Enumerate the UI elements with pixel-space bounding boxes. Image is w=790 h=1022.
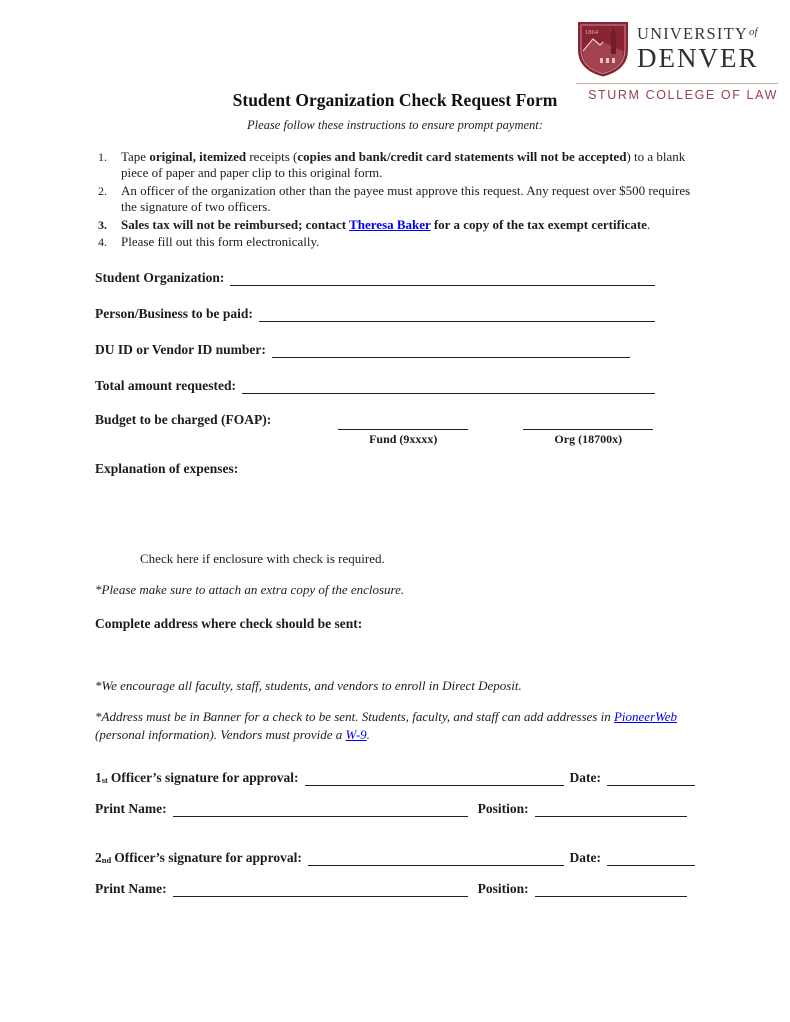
second-print-name-blank[interactable]	[173, 881, 468, 897]
sturm-college-line: STURM COLLEGE OF LAW	[588, 88, 778, 102]
enclosure-check-text[interactable]: Check here if enclosure with check is required.	[140, 551, 385, 567]
first-position-label: Position:	[477, 801, 529, 817]
first-officer-signature-blank[interactable]	[305, 770, 564, 786]
second-officer-signature-blank[interactable]	[308, 850, 564, 866]
first-print-name-blank[interactable]	[173, 801, 468, 817]
second-date-label: Date:	[569, 850, 601, 866]
direct-deposit-note: *We encourage all faculty, staff, students, and vendors to enroll in Direct Deposit.	[95, 677, 522, 693]
instruction-text: Please fill out this form electronically.	[121, 234, 320, 250]
banner-note-text-2: (personal information). Vendors must provide a	[95, 726, 346, 742]
du-logo-top	[576, 20, 778, 78]
attach-copy-note: *Please make sure to attach an extra copy of the enclosure.	[95, 582, 405, 598]
payee-row	[95, 306, 695, 322]
du-id-label: DU ID or Vendor ID number:	[95, 342, 266, 358]
org-caption: Org (18700x)	[554, 432, 623, 447]
first-officer-label-text: Officer’s signature for approval:	[110, 770, 299, 786]
student-organization-label: Student Organization:	[95, 270, 225, 286]
instruction-number: 1.	[98, 150, 107, 164]
fund-caption: Fund (9xxxx)	[369, 432, 438, 447]
student-organization-row	[95, 270, 695, 286]
page-subtitle: Please follow these instructions to ensure prompt payment:	[247, 118, 543, 132]
instruction-text: An officer of the organization other than the payee must approve this request. Any request over $500 requires the signature of two officers.	[121, 182, 691, 215]
w9-link[interactable]: W-9	[345, 726, 367, 742]
form-content	[95, 90, 695, 897]
instruction-item-4	[95, 234, 695, 250]
instruction-1-text-3: ) to a blank piece of paper and paper clip to this original form.	[121, 149, 686, 181]
second-print-name-label: Print Name:	[95, 881, 167, 897]
first-print-name-row	[95, 801, 695, 817]
second-date-blank[interactable]	[607, 850, 695, 866]
instruction-3-bold-2: for a copy of the tax exempt certificate	[430, 216, 647, 232]
first-officer-signature-label	[95, 770, 299, 786]
second-position-blank[interactable]	[535, 881, 687, 897]
du-id-blank[interactable]	[272, 342, 630, 358]
second-ordinal: 2	[95, 850, 102, 866]
second-position-label: Position:	[477, 881, 529, 897]
first-ordinal-suffix: st	[101, 775, 108, 786]
address-label: Complete address where check should be sent:	[95, 615, 363, 631]
instruction-1-text: Tape	[121, 149, 150, 164]
payee-label: Person/Business to be paid:	[95, 306, 253, 322]
banner-note	[95, 708, 695, 743]
theresa-baker-link[interactable]: Theresa Baker	[349, 216, 431, 232]
total-amount-blank[interactable]	[242, 378, 655, 394]
du-shield-icon	[576, 20, 630, 78]
second-officer-signature-row	[95, 850, 695, 866]
explanation-label: Explanation of expenses:	[95, 461, 239, 477]
instructions-list	[95, 149, 695, 250]
instruction-number: 3.	[98, 217, 107, 232]
banner-note-text-1: *Address must be in Banner for a check to be sent. Students, faculty, and staff can add addresses in	[95, 709, 614, 725]
first-officer-signature-row	[95, 770, 695, 786]
shield-year-text: 1864	[585, 29, 598, 36]
second-print-name-row	[95, 881, 695, 897]
instruction-number: 4.	[98, 235, 107, 250]
wordmark-denver: DENVER	[637, 42, 759, 73]
first-print-name-label: Print Name:	[95, 801, 167, 817]
total-amount-label: Total amount requested:	[95, 378, 237, 394]
first-ordinal: 1	[95, 770, 102, 786]
instruction-3-period: .	[646, 216, 651, 232]
instruction-text	[121, 217, 695, 233]
second-officer-signature-label	[95, 850, 302, 866]
budget-label: Budget to be charged (FOAP):	[95, 412, 272, 428]
fund-column	[338, 414, 468, 447]
instruction-item-2	[95, 183, 695, 216]
banner-note-text-3: .	[366, 726, 370, 742]
instruction-3-bold-1: Sales tax will not be reimbursed; contact	[121, 216, 350, 232]
student-organization-blank[interactable]	[230, 270, 655, 286]
total-amount-row	[95, 378, 695, 394]
pioneerweb-link[interactable]: PioneerWeb	[613, 709, 678, 725]
instruction-1-text-2: receipts (	[246, 149, 298, 164]
first-date-blank[interactable]	[607, 770, 695, 786]
instruction-item-3	[95, 217, 695, 233]
payee-blank[interactable]	[259, 306, 655, 322]
first-date-label: Date:	[569, 770, 601, 786]
instruction-item-1	[95, 149, 695, 182]
instruction-text	[121, 149, 695, 182]
second-officer-label-text: Officer’s signature for approval:	[114, 850, 302, 866]
org-blank[interactable]	[523, 414, 653, 430]
instruction-number: 2.	[98, 183, 107, 198]
second-ordinal-suffix: nd	[101, 855, 112, 866]
instruction-1-bold-2: copies and bank/credit card statements will not be accepted	[297, 149, 627, 164]
org-column	[523, 414, 653, 447]
du-id-row	[95, 342, 695, 358]
instruction-1-bold-1: original, itemized	[149, 149, 247, 164]
du-wordmark	[637, 26, 759, 72]
first-position-blank[interactable]	[535, 801, 687, 817]
wordmark-university: UNIVERSITY	[637, 24, 748, 44]
wordmark-of: of	[749, 26, 758, 39]
page-title: Student Organization Check Request Form	[232, 90, 558, 110]
budget-row	[95, 412, 695, 447]
logo-divider	[576, 83, 778, 84]
fund-blank[interactable]	[338, 414, 468, 430]
